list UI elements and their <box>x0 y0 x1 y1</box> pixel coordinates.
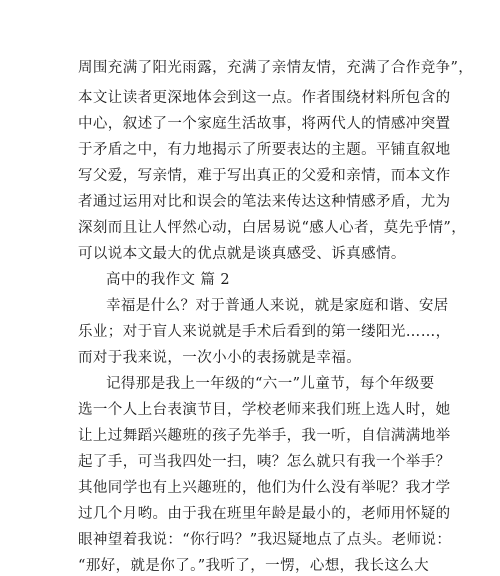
text-line: 让上过舞蹈兴趣班的孩子先举手，我一听，自信满满地举 <box>78 428 451 444</box>
text-line: 其他同学也有上兴趣班的，他们为什么没有举呢？我才学 <box>78 480 451 496</box>
text-line: 乐业；对于盲人来说就是手术后看到的第一缕阳光……， <box>78 324 451 340</box>
section-heading: 高中的我作文 篇 2 <box>106 272 230 288</box>
text-line: 选一个人上台表演节目，学校老师来我们班上选人时，她 <box>78 402 451 418</box>
text-line: 过几个月哟。由于我在班里年龄是最小的，老师用怀疑的 <box>78 506 451 522</box>
text-line: 于矛盾之中，有力地揭示了所要表达的主题。平铺直叙地 <box>78 142 451 158</box>
text-line: 可以说本文最大的优点就是谈真感受、诉真感情。 <box>78 246 406 262</box>
text-line: 起了手，可当我四处一扫，咦？怎么就只有我一个举手？ <box>78 454 451 470</box>
text-line: 幸福是什么？对于普通人来说，就是家庭和谐、安居 <box>106 298 449 314</box>
text-line: 周围充满了阳光雨露，充满了亲情友情，充满了合作竞争”， <box>78 60 474 76</box>
text-line: 记得那是我上一年级的“六一”儿童节，每个年级要 <box>106 376 435 392</box>
text-line: 本文让读者更深地体会到这一点。作者围绕材料所包含的 <box>78 90 451 106</box>
text-line: 而对于我来说，一次小小的表扬就是幸福。 <box>78 350 362 366</box>
text-line: 者通过运用对比和误会的笔法来传达这种情感矛盾，尤为 <box>78 194 451 210</box>
text-line: “那好，就是你了。”我听了，一愣，心想，我长这么大 <box>78 558 430 574</box>
text-line: 写父爱，写亲情，难于写出真正的父爱和亲情，而本文作 <box>78 168 451 184</box>
text-line: 深刻而且让人怦然心动，白居易说“感人心者，莫先乎情”， <box>78 220 467 236</box>
text-line: 眼神望着我说：“你行吗？”我迟疑地点了点头。老师说： <box>78 532 452 548</box>
text-line: 中心，叙述了一个家庭生活故事，将两代人的情感冲突置 <box>78 116 451 132</box>
